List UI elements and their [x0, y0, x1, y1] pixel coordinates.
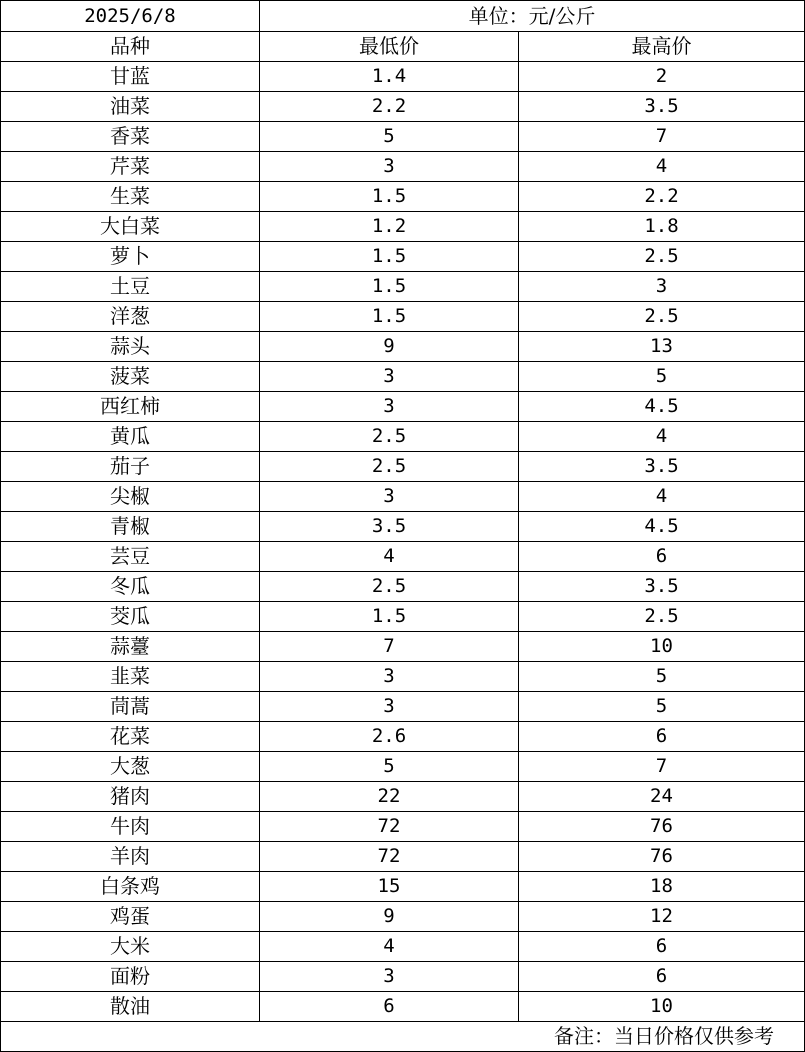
min-price-cell: 6 — [260, 992, 519, 1022]
min-price-cell: 3 — [260, 392, 519, 422]
variety-cell: 芸豆 — [1, 542, 260, 572]
max-price-cell: 2.5 — [519, 242, 805, 272]
price-table-body — [1, 1, 805, 1052]
column-header-row — [1, 32, 805, 62]
min-price-cell: 2.5 — [260, 452, 519, 482]
max-price-cell: 4.5 — [519, 392, 805, 422]
min-price-cell: 5 — [260, 752, 519, 782]
table-row — [1, 422, 805, 452]
variety-cell: 黄瓜 — [1, 422, 260, 452]
min-price-cell: 2.2 — [260, 92, 519, 122]
max-price-cell: 7 — [519, 752, 805, 782]
variety-cell: 鸡蛋 — [1, 902, 260, 932]
variety-cell: 香菜 — [1, 122, 260, 152]
date-cell: 2025/6/8 — [1, 1, 260, 32]
variety-cell: 白条鸡 — [1, 872, 260, 902]
table-row — [1, 482, 805, 512]
variety-cell: 大葱 — [1, 752, 260, 782]
variety-cell: 散油 — [1, 992, 260, 1022]
min-price-cell: 1.4 — [260, 62, 519, 92]
min-price-cell: 4 — [260, 932, 519, 962]
table-row — [1, 632, 805, 662]
max-price-cell: 1.8 — [519, 212, 805, 242]
max-price-cell: 4.5 — [519, 512, 805, 542]
min-price-cell: 22 — [260, 782, 519, 812]
variety-cell: 韭菜 — [1, 662, 260, 692]
variety-cell: 大白菜 — [1, 212, 260, 242]
table-row — [1, 782, 805, 812]
min-price-cell: 1.5 — [260, 302, 519, 332]
title-row — [1, 1, 805, 32]
header-min-price: 最低价 — [260, 32, 519, 62]
max-price-cell: 2.5 — [519, 302, 805, 332]
min-price-cell: 72 — [260, 812, 519, 842]
min-price-cell: 7 — [260, 632, 519, 662]
min-price-cell: 3 — [260, 662, 519, 692]
variety-cell: 牛肉 — [1, 812, 260, 842]
variety-cell: 芹菜 — [1, 152, 260, 182]
min-price-cell: 1.5 — [260, 272, 519, 302]
max-price-cell: 2 — [519, 62, 805, 92]
variety-cell: 生菜 — [1, 182, 260, 212]
table-row — [1, 842, 805, 872]
table-row — [1, 812, 805, 842]
variety-cell: 西红柿 — [1, 392, 260, 422]
max-price-cell: 7 — [519, 122, 805, 152]
table-row — [1, 602, 805, 632]
variety-cell: 洋葱 — [1, 302, 260, 332]
variety-cell: 土豆 — [1, 272, 260, 302]
max-price-cell: 2.5 — [519, 602, 805, 632]
table-row — [1, 902, 805, 932]
min-price-cell: 2.6 — [260, 722, 519, 752]
variety-cell: 猪肉 — [1, 782, 260, 812]
table-row — [1, 62, 805, 92]
min-price-cell: 5 — [260, 122, 519, 152]
variety-cell: 萝卜 — [1, 242, 260, 272]
min-price-cell: 72 — [260, 842, 519, 872]
max-price-cell: 24 — [519, 782, 805, 812]
max-price-cell: 18 — [519, 872, 805, 902]
max-price-cell: 6 — [519, 932, 805, 962]
table-row — [1, 182, 805, 212]
max-price-cell: 3.5 — [519, 572, 805, 602]
max-price-cell: 76 — [519, 812, 805, 842]
min-price-cell: 3 — [260, 152, 519, 182]
max-price-cell: 6 — [519, 722, 805, 752]
unit-cell: 单位：元/公斤 — [260, 1, 805, 32]
table-row — [1, 152, 805, 182]
variety-cell: 面粉 — [1, 962, 260, 992]
table-row — [1, 512, 805, 542]
table-row — [1, 392, 805, 422]
max-price-cell: 4 — [519, 422, 805, 452]
footer-note: 备注：当日价格仅供参考 — [260, 1022, 805, 1052]
table-row — [1, 722, 805, 752]
min-price-cell: 3.5 — [260, 512, 519, 542]
table-row — [1, 302, 805, 332]
max-price-cell: 2.2 — [519, 182, 805, 212]
variety-cell: 青椒 — [1, 512, 260, 542]
max-price-cell: 3 — [519, 272, 805, 302]
header-variety: 品种 — [1, 32, 260, 62]
variety-cell: 花菜 — [1, 722, 260, 752]
max-price-cell: 3.5 — [519, 452, 805, 482]
max-price-cell: 4 — [519, 152, 805, 182]
max-price-cell: 3.5 — [519, 92, 805, 122]
min-price-cell: 2.5 — [260, 422, 519, 452]
table-row — [1, 992, 805, 1022]
header-max-price: 最高价 — [519, 32, 805, 62]
max-price-cell: 4 — [519, 482, 805, 512]
max-price-cell: 5 — [519, 362, 805, 392]
variety-cell: 菠菜 — [1, 362, 260, 392]
variety-cell: 甘蓝 — [1, 62, 260, 92]
table-row — [1, 332, 805, 362]
max-price-cell: 76 — [519, 842, 805, 872]
table-row — [1, 662, 805, 692]
variety-cell: 油菜 — [1, 92, 260, 122]
table-row — [1, 542, 805, 572]
table-row — [1, 242, 805, 272]
table-row — [1, 692, 805, 722]
variety-cell: 羊肉 — [1, 842, 260, 872]
min-price-cell: 1.5 — [260, 182, 519, 212]
table-row — [1, 572, 805, 602]
min-price-cell: 1.5 — [260, 242, 519, 272]
table-row — [1, 962, 805, 992]
min-price-cell: 3 — [260, 482, 519, 512]
variety-cell: 蒜薹 — [1, 632, 260, 662]
max-price-cell: 5 — [519, 692, 805, 722]
table-row — [1, 872, 805, 902]
variety-cell: 尖椒 — [1, 482, 260, 512]
footer-row — [1, 1022, 805, 1052]
table-row — [1, 212, 805, 242]
min-price-cell: 1.2 — [260, 212, 519, 242]
min-price-cell: 9 — [260, 902, 519, 932]
variety-cell: 冬瓜 — [1, 572, 260, 602]
min-price-cell: 9 — [260, 332, 519, 362]
min-price-cell: 4 — [260, 542, 519, 572]
table-row — [1, 452, 805, 482]
min-price-cell: 3 — [260, 692, 519, 722]
table-row — [1, 92, 805, 122]
min-price-cell: 3 — [260, 362, 519, 392]
max-price-cell: 10 — [519, 992, 805, 1022]
table-row — [1, 272, 805, 302]
min-price-cell: 2.5 — [260, 572, 519, 602]
variety-cell: 茭瓜 — [1, 602, 260, 632]
table-row — [1, 932, 805, 962]
table-row — [1, 362, 805, 392]
max-price-cell: 12 — [519, 902, 805, 932]
variety-cell: 蒜头 — [1, 332, 260, 362]
variety-cell: 茼蒿 — [1, 692, 260, 722]
min-price-cell: 1.5 — [260, 602, 519, 632]
footer-empty-cell — [1, 1022, 260, 1052]
max-price-cell: 6 — [519, 962, 805, 992]
table-row — [1, 122, 805, 152]
max-price-cell: 5 — [519, 662, 805, 692]
variety-cell: 茄子 — [1, 452, 260, 482]
min-price-cell: 3 — [260, 962, 519, 992]
variety-cell: 大米 — [1, 932, 260, 962]
max-price-cell: 6 — [519, 542, 805, 572]
table-row — [1, 752, 805, 782]
min-price-cell: 15 — [260, 872, 519, 902]
max-price-cell: 13 — [519, 332, 805, 362]
max-price-cell: 10 — [519, 632, 805, 662]
